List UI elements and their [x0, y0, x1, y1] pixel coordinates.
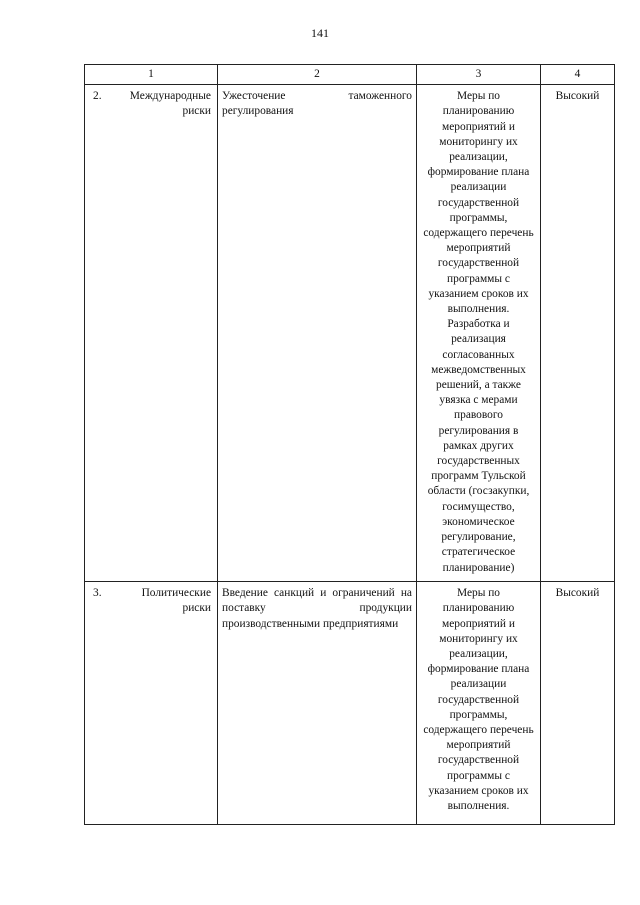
page-number: 141: [311, 26, 329, 40]
level-cell: [541, 582, 615, 825]
table-row: [85, 582, 615, 825]
risk-factor: Ужесточение таможенного регулирования: [222, 90, 412, 118]
factor-cell: [218, 85, 417, 582]
factor-cell: [218, 582, 417, 825]
risk-level: Высокий: [555, 587, 600, 600]
risk-measures: Меры по планированию мероприятий и мониторингу их реализации, формирование плана реализации государственной программы, содержащего перечень мероприятий государственной программы с указанием сроков их выполнения. Разработка и реализация согласованных межведомственных решений, а также увязка с мерами правового регулирования в рамках других государственных программ Тульской области (госзакупки, госимущество, экономическое регулирование, стратегическое планирование): [423, 90, 534, 574]
header-cell-3: 3: [417, 65, 541, 85]
risk-table: [84, 64, 615, 825]
row-number: 2.: [93, 90, 102, 103]
level-cell: [541, 85, 615, 582]
risk-name: Политические риски: [141, 587, 211, 615]
risk-measures: Меры по планированию мероприятий и мониторингу их реализации, формирование плана реализации государственной программы, содержащего перечень мероприятий государственной программы с указанием сроков их выполнения.: [423, 587, 534, 813]
header-cell-2: 2: [218, 65, 417, 85]
measures-cell: [417, 582, 541, 825]
risk-factor: Введение санкций и ограничений на поставку продукции производственными предприятиями: [222, 587, 412, 630]
header-cell-4: 4: [541, 65, 615, 85]
header-cell-1: 1: [85, 65, 218, 85]
risk-cell: [85, 85, 218, 582]
risk-level: Высокий: [555, 90, 600, 103]
row-number: 3.: [93, 587, 102, 600]
table-row: [85, 85, 615, 582]
measures-cell: [417, 85, 541, 582]
risk-cell: [85, 582, 218, 825]
risk-name: Международные риски: [129, 90, 211, 118]
table-header-row: [85, 65, 615, 85]
